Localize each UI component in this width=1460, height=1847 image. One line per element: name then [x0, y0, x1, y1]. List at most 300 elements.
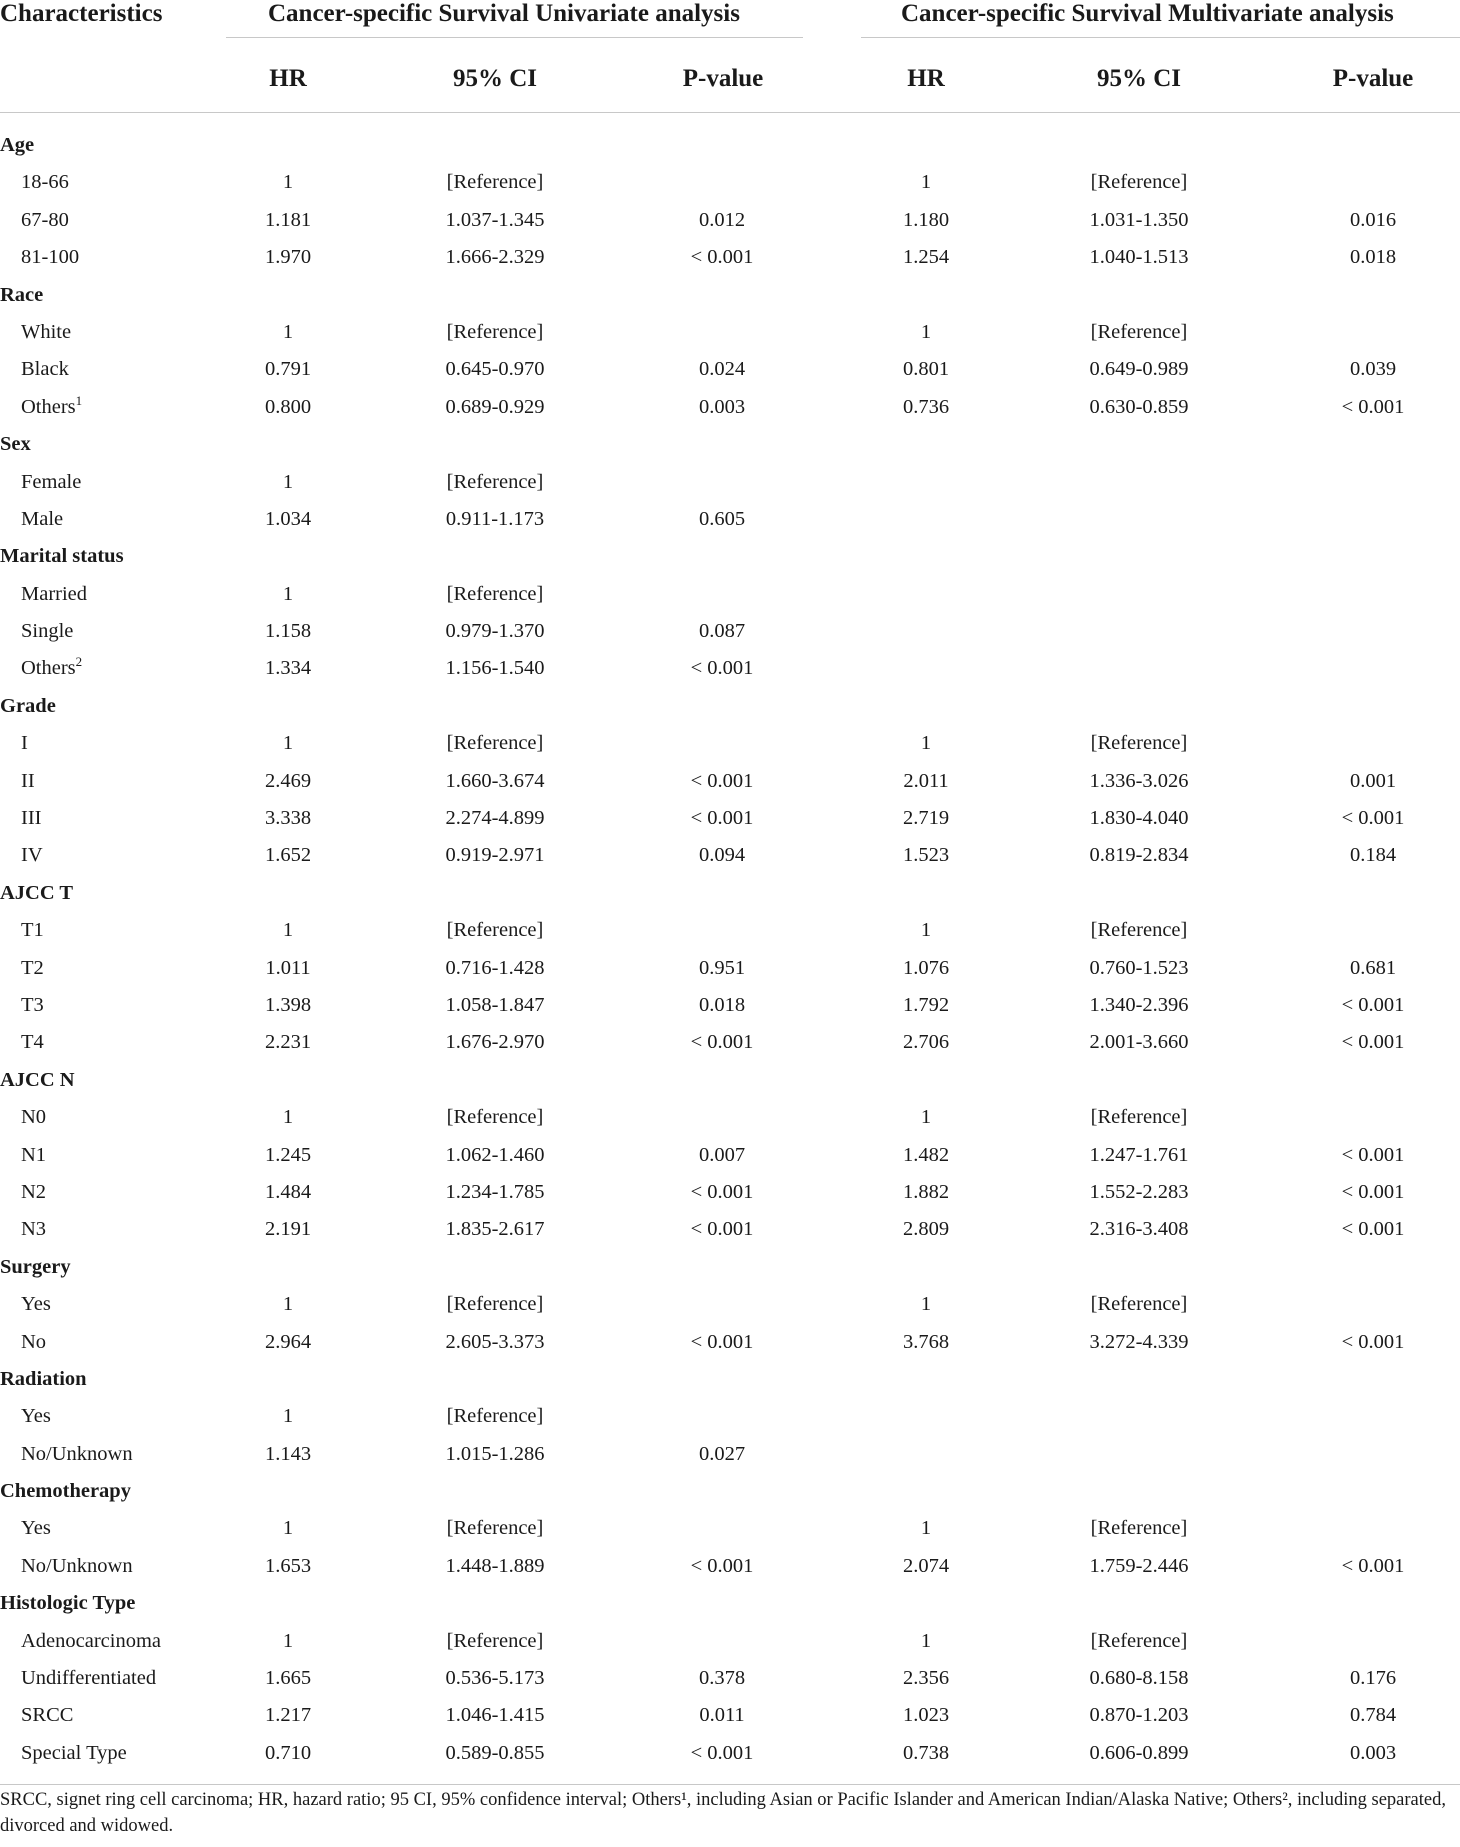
- univariate-hr-cell: 1: [282, 1106, 294, 1129]
- multivariate-ci-cell: [Reference]: [1090, 1106, 1188, 1129]
- univariate-ci-cell: [Reference]: [446, 1106, 544, 1129]
- multivariate-hr-cell: 1.023: [902, 1704, 950, 1727]
- group-label: [0, 696, 56, 716]
- univariate-hr-cell: 1: [282, 732, 294, 755]
- univariate-ci-cell: 0.589-0.855: [445, 1741, 545, 1764]
- row-label-text: Others: [21, 657, 76, 680]
- multivariate-hr-cell: 1: [920, 919, 932, 942]
- group-label: [0, 1593, 135, 1613]
- univariate-ci-cell: 1.676-2.970: [445, 1031, 545, 1054]
- multivariate-ci-cell: 1.340-2.396: [1089, 993, 1189, 1016]
- univariate-ci-cell: [Reference]: [446, 919, 544, 942]
- multivariate-ci-cell: 0.760-1.523: [1089, 956, 1189, 979]
- table-row: [0, 1697, 1460, 1734]
- univariate-hr-cell: 1.143: [264, 1442, 312, 1465]
- multivariate-ci-header: 95% CI: [1096, 65, 1182, 92]
- row-label: [21, 1406, 51, 1426]
- row-label: [21, 472, 81, 492]
- row-label-text: Marital status: [0, 545, 124, 568]
- multivariate-ci-cell: 2.001-3.660: [1089, 1031, 1189, 1054]
- univariate-pvalue-header: P-value: [682, 65, 764, 92]
- table-row: [0, 164, 1460, 201]
- row-label-text: Adenocarcinoma: [21, 1629, 162, 1652]
- row-label-text: N1: [21, 1143, 47, 1166]
- multivariate-hr-cell: 1.254: [902, 246, 950, 269]
- table-row: [0, 1286, 1460, 1323]
- table-row: [0, 464, 1460, 501]
- univariate-hr-cell: 1.653: [264, 1554, 312, 1577]
- univariate-ci-cell: 1.037-1.345: [445, 208, 545, 231]
- univariate-hr-cell: 1.652: [264, 844, 312, 867]
- multivariate-ci-cell: 1.336-3.026: [1089, 769, 1189, 792]
- table-row: [0, 912, 1460, 949]
- univariate-hr-cell: 1.011: [265, 956, 311, 979]
- table-group-row: [0, 1473, 1460, 1510]
- multivariate-hr-cell: 2.011: [903, 769, 949, 792]
- multivariate-hr-cell: 3.768: [902, 1330, 950, 1353]
- univariate-hr-cell: 0.800: [264, 395, 312, 418]
- univariate-ci-cell: [Reference]: [446, 1293, 544, 1316]
- multivariate-ci-cell: 1.247-1.761: [1089, 1143, 1189, 1166]
- multivariate-ci-cell: 1.031-1.350: [1089, 208, 1189, 231]
- univariate-ci-cell: 1.015-1.286: [445, 1442, 545, 1465]
- univariate-ci-cell: [Reference]: [446, 1629, 544, 1652]
- multivariate-pvalue-cell: < 0.001: [1341, 395, 1405, 418]
- multivariate-hr-cell: 2.356: [902, 1667, 950, 1690]
- univariate-pvalue-cell: 0.027: [698, 1442, 746, 1465]
- univariate-pvalue-cell: < 0.001: [690, 657, 754, 680]
- table-row: [0, 837, 1460, 874]
- table-row: [0, 1548, 1460, 1585]
- univariate-pvalue-cell: < 0.001: [690, 1218, 754, 1241]
- row-label-text: II: [21, 769, 35, 792]
- multivariate-pvalue-cell: < 0.001: [1341, 1031, 1405, 1054]
- characteristics-header: Characteristics: [0, 0, 163, 27]
- univariate-hr-cell: 1.398: [264, 993, 312, 1016]
- table-row: [0, 987, 1460, 1024]
- table-row: [0, 351, 1460, 388]
- univariate-hr-cell: 1: [282, 1405, 294, 1428]
- multivariate-hr-cell: 1.076: [902, 956, 950, 979]
- row-label-text: Yes: [21, 1293, 51, 1316]
- table-row: [0, 1137, 1460, 1174]
- multivariate-ci-cell: 3.272-4.339: [1089, 1330, 1189, 1353]
- multivariate-header-rule: [861, 37, 1460, 38]
- row-label: [21, 392, 83, 418]
- univariate-pvalue-cell: < 0.001: [690, 807, 754, 830]
- multivariate-pvalue-cell: < 0.001: [1341, 993, 1405, 1016]
- univariate-pvalue-cell: 0.378: [698, 1667, 746, 1690]
- row-label-text: Grade: [0, 694, 56, 717]
- row-label-text: I: [21, 732, 28, 755]
- univariate-ci-cell: [Reference]: [446, 1405, 544, 1428]
- table-bottom-rule: [0, 1784, 1460, 1785]
- row-label: [21, 1294, 51, 1314]
- row-label-text: IV: [21, 844, 43, 867]
- univariate-ci-cell: 0.689-0.929: [445, 395, 545, 418]
- group-label: [0, 1070, 75, 1090]
- univariate-hr-cell: 1.334: [264, 657, 312, 680]
- row-label-text: Single: [21, 620, 74, 643]
- table-footnote: SRCC, signet ring cell carcinoma; HR, hazard ratio; 95 CI, 95% confidence interval; Others¹, including Asian or Pacific Islander and American Indian/Alaska Native; Others², including separated, divorced and widowed.: [0, 1790, 1446, 1836]
- multivariate-ci-cell: 0.819-2.834: [1089, 844, 1189, 867]
- multivariate-hr-cell: 0.801: [902, 358, 950, 381]
- table-row: [0, 1436, 1460, 1473]
- group-label: [0, 1481, 131, 1501]
- row-label: [21, 958, 44, 978]
- table-group-row: [0, 426, 1460, 463]
- univariate-ci-cell: 0.911-1.173: [445, 507, 545, 530]
- univariate-hr-cell: 1: [282, 171, 294, 194]
- univariate-ci-cell: 1.448-1.889: [445, 1554, 545, 1577]
- univariate-pvalue-cell: < 0.001: [690, 1554, 754, 1577]
- row-label-text: AJCC T: [0, 881, 74, 904]
- univariate-ci-cell: [Reference]: [446, 320, 544, 343]
- multivariate-pvalue-cell: 0.018: [1349, 246, 1397, 269]
- univariate-ci-cell: 1.156-1.540: [445, 657, 545, 680]
- group-label: [0, 1257, 71, 1277]
- group-label: [0, 434, 31, 454]
- row-label-text: N2: [21, 1180, 47, 1203]
- multivariate-hr-cell: 0.736: [902, 395, 950, 418]
- multivariate-ci-cell: 1.552-2.283: [1089, 1180, 1189, 1203]
- row-label: [21, 247, 79, 267]
- univariate-ci-cell: 2.605-3.373: [445, 1330, 545, 1353]
- table-row: [0, 1735, 1460, 1772]
- row-label-text: Age: [0, 134, 35, 156]
- row-label-text: T3: [21, 993, 44, 1016]
- row-label: [21, 1668, 156, 1688]
- multivariate-hr-cell: 1.180: [902, 208, 950, 231]
- footnote-marker: 2: [75, 654, 83, 670]
- group-label: [0, 135, 34, 155]
- table-row: [0, 1211, 1460, 1248]
- row-label: [21, 1219, 46, 1239]
- row-label-text: T1: [21, 919, 44, 942]
- multivariate-pvalue-cell: < 0.001: [1341, 1143, 1405, 1166]
- multivariate-hr-cell: 1: [920, 1629, 932, 1652]
- multivariate-hr-cell: 1.482: [902, 1143, 950, 1166]
- univariate-hr-cell: 1.484: [264, 1180, 312, 1203]
- row-label-text: No/Unknown: [21, 1554, 133, 1577]
- multivariate-hr-cell: 1.792: [902, 993, 950, 1016]
- multivariate-pvalue-cell: < 0.001: [1341, 1180, 1405, 1203]
- table-group-row: [0, 1361, 1460, 1398]
- univariate-hr-cell: 2.191: [264, 1218, 312, 1241]
- multivariate-hr-cell: 2.719: [902, 807, 950, 830]
- table-row: [0, 725, 1460, 762]
- header-bottom-rule: [0, 112, 1460, 113]
- univariate-hr-cell: 0.791: [264, 358, 312, 381]
- multivariate-ci-cell: [Reference]: [1090, 1517, 1188, 1540]
- univariate-group-header: Cancer-specific Survival Univariate analysis: [268, 0, 740, 27]
- univariate-hr-cell: 1: [282, 320, 294, 343]
- univariate-ci-cell: 0.979-1.370: [445, 620, 545, 643]
- row-label-text: Married: [21, 582, 88, 605]
- group-label: [0, 1369, 87, 1389]
- univariate-pvalue-cell: 0.087: [698, 620, 746, 643]
- univariate-hr-cell: 1: [282, 1629, 294, 1652]
- univariate-ci-cell: 1.062-1.460: [445, 1143, 545, 1166]
- univariate-pvalue-cell: 0.951: [698, 956, 746, 979]
- table-row: [0, 1623, 1460, 1660]
- multivariate-pvalue-cell: 0.003: [1349, 1741, 1397, 1764]
- multivariate-pvalue-cell: < 0.001: [1341, 1554, 1405, 1577]
- univariate-ci-cell: 1.660-3.674: [445, 769, 545, 792]
- multivariate-hr-cell: 1: [920, 1106, 932, 1129]
- multivariate-ci-cell: [Reference]: [1090, 732, 1188, 755]
- univariate-ci-cell: 1.835-2.617: [445, 1218, 545, 1241]
- group-label: [0, 883, 73, 903]
- row-label-text: 18-66: [21, 171, 69, 194]
- univariate-ci-cell: 0.536-5.173: [445, 1667, 545, 1690]
- multivariate-pvalue-cell: 0.039: [1349, 358, 1397, 381]
- multivariate-ci-cell: 1.830-4.040: [1089, 807, 1189, 830]
- univariate-pvalue-cell: < 0.001: [690, 1031, 754, 1054]
- multivariate-hr-cell: 1: [920, 1293, 932, 1316]
- row-label: [21, 509, 63, 529]
- row-label-text: Male: [21, 507, 64, 530]
- multivariate-group-header: Cancer-specific Survival Multivariate analysis: [901, 0, 1394, 27]
- multivariate-ci-cell: [Reference]: [1090, 1629, 1188, 1652]
- univariate-hr-cell: 1: [282, 582, 294, 605]
- row-label: [21, 1743, 127, 1763]
- row-label-text: 81-100: [21, 246, 80, 269]
- row-label-text: 67-80: [21, 208, 69, 231]
- univariate-pvalue-cell: < 0.001: [690, 1180, 754, 1203]
- multivariate-hr-cell: 1: [920, 171, 932, 194]
- row-label-text: SRCC: [21, 1704, 74, 1727]
- univariate-pvalue-cell: < 0.001: [690, 1330, 754, 1353]
- table-group-row: [0, 688, 1460, 725]
- footnote-marker: 1: [75, 392, 83, 408]
- row-label: [21, 1182, 46, 1202]
- multivariate-pvalue-cell: 0.016: [1349, 208, 1397, 231]
- univariate-ci-cell: 1.058-1.847: [445, 993, 545, 1016]
- row-label: [21, 1556, 133, 1576]
- univariate-ci-cell: 1.234-1.785: [445, 1180, 545, 1203]
- table-body: [0, 127, 1460, 1772]
- univariate-pvalue-cell: < 0.001: [690, 769, 754, 792]
- table-row: [0, 1660, 1460, 1697]
- row-label: [21, 1705, 73, 1725]
- univariate-ci-cell: 1.666-2.329: [445, 246, 545, 269]
- multivariate-ci-cell: [Reference]: [1090, 171, 1188, 194]
- multivariate-ci-cell: 1.040-1.513: [1089, 246, 1189, 269]
- table-row: [0, 314, 1460, 351]
- multivariate-pvalue-cell: 0.784: [1349, 1704, 1397, 1727]
- multivariate-pvalue-cell: 0.184: [1349, 844, 1397, 867]
- table-group-row: [0, 1585, 1460, 1622]
- multivariate-hr-cell: 1: [920, 732, 932, 755]
- multivariate-hr-cell: 1: [920, 320, 932, 343]
- univariate-hr-cell: 1.181: [264, 208, 312, 231]
- univariate-ci-header: 95% CI: [452, 65, 538, 92]
- row-label: [21, 322, 71, 342]
- row-label-text: Black: [21, 358, 69, 381]
- table-group-row: [0, 277, 1460, 314]
- row-label-text: III: [21, 807, 42, 830]
- multivariate-ci-cell: 0.630-0.859: [1089, 395, 1189, 418]
- row-label-text: N3: [21, 1218, 47, 1241]
- univariate-hr-cell: 2.231: [264, 1031, 312, 1054]
- row-label: [21, 359, 69, 379]
- row-label: [21, 808, 41, 828]
- row-label: [21, 845, 43, 865]
- univariate-ci-cell: [Reference]: [446, 1517, 544, 1540]
- univariate-hr-cell: 3.338: [264, 807, 312, 830]
- univariate-pvalue-cell: < 0.001: [690, 246, 754, 269]
- table-group-row: [0, 127, 1460, 164]
- table-row: [0, 1398, 1460, 1435]
- univariate-ci-cell: 0.645-0.970: [445, 358, 545, 381]
- univariate-ci-cell: [Reference]: [446, 582, 544, 605]
- table-row: [0, 800, 1460, 837]
- multivariate-ci-cell: 0.680-8.158: [1089, 1667, 1189, 1690]
- table-row: [0, 389, 1460, 426]
- row-label-text: Female: [21, 470, 82, 493]
- row-label-text: Surgery: [0, 1255, 71, 1278]
- multivariate-hr-cell: 2.074: [902, 1554, 950, 1577]
- table-row: [0, 950, 1460, 987]
- row-label: [21, 920, 44, 940]
- univariate-header-rule: [226, 37, 803, 38]
- table-row: [0, 613, 1460, 650]
- multivariate-pvalue-cell: < 0.001: [1341, 1218, 1405, 1241]
- univariate-ci-cell: 0.919-2.971: [445, 844, 545, 867]
- row-label-text: T4: [21, 1031, 44, 1054]
- univariate-hr-cell: 2.964: [264, 1330, 312, 1353]
- table-row: [0, 1324, 1460, 1361]
- table-row: [0, 576, 1460, 613]
- row-label-text: No/Unknown: [21, 1442, 133, 1465]
- table-group-row: [0, 875, 1460, 912]
- row-label-text: Race: [0, 283, 44, 306]
- univariate-ci-cell: [Reference]: [446, 470, 544, 493]
- multivariate-ci-cell: [Reference]: [1090, 919, 1188, 942]
- row-label-text: No: [21, 1330, 47, 1353]
- multivariate-pvalue-cell: < 0.001: [1341, 1330, 1405, 1353]
- row-label: [21, 1631, 161, 1651]
- univariate-ci-cell: 0.716-1.428: [445, 956, 545, 979]
- multivariate-pvalue-header: P-value: [1332, 65, 1414, 92]
- row-label-text: Histologic Type: [0, 1592, 136, 1615]
- row-label-text: White: [21, 320, 72, 343]
- row-label-text: Special Type: [21, 1741, 127, 1764]
- multivariate-ci-cell: 2.316-3.408: [1089, 1218, 1189, 1241]
- multivariate-pvalue-cell: 0.176: [1349, 1667, 1397, 1690]
- row-label-text: T2: [21, 956, 44, 979]
- univariate-hr-cell: 1: [282, 1293, 294, 1316]
- univariate-pvalue-cell: 0.012: [698, 208, 746, 231]
- row-label: [21, 621, 73, 641]
- univariate-hr-cell: 1.034: [264, 507, 312, 530]
- univariate-hr-header: HR: [269, 65, 307, 92]
- row-label-text: Chemotherapy: [0, 1480, 131, 1503]
- table-row: [0, 763, 1460, 800]
- univariate-hr-cell: 1.665: [264, 1667, 312, 1690]
- multivariate-hr-cell: 0.738: [902, 1741, 950, 1764]
- univariate-pvalue-cell: 0.007: [698, 1143, 746, 1166]
- multivariate-hr-cell: 2.809: [902, 1218, 950, 1241]
- multivariate-ci-cell: [Reference]: [1090, 320, 1188, 343]
- table-row: [0, 1099, 1460, 1136]
- row-label: [21, 1518, 51, 1538]
- univariate-pvalue-cell: 0.605: [698, 507, 746, 530]
- row-label-text: N0: [21, 1106, 47, 1129]
- multivariate-ci-cell: 0.606-0.899: [1089, 1741, 1189, 1764]
- univariate-ci-cell: 1.046-1.415: [445, 1704, 545, 1727]
- row-label: [21, 771, 35, 791]
- row-label: [21, 995, 44, 1015]
- row-label: [21, 1032, 44, 1052]
- table-row: [0, 1174, 1460, 1211]
- multivariate-hr-cell: 1.523: [902, 844, 950, 867]
- univariate-pvalue-cell: 0.003: [698, 395, 746, 418]
- univariate-ci-cell: 2.274-4.899: [445, 807, 545, 830]
- multivariate-hr-cell: 1.882: [902, 1180, 950, 1203]
- group-label: [0, 285, 43, 305]
- univariate-pvalue-cell: < 0.001: [690, 1741, 754, 1764]
- univariate-hr-cell: 1: [282, 919, 294, 942]
- table-row: [0, 1510, 1460, 1547]
- row-label: [21, 584, 87, 604]
- row-label: [21, 172, 69, 192]
- row-label: [21, 210, 69, 230]
- row-label-text: Yes: [21, 1405, 51, 1428]
- table-row: [0, 650, 1460, 687]
- univariate-pvalue-cell: 0.024: [698, 358, 746, 381]
- row-label: [21, 1145, 46, 1165]
- univariate-hr-cell: 1.158: [264, 620, 312, 643]
- univariate-hr-cell: 0.710: [264, 1741, 312, 1764]
- row-label-text: Undifferentiated: [21, 1667, 157, 1690]
- multivariate-ci-cell: 1.759-2.446: [1089, 1554, 1189, 1577]
- table-row: [0, 501, 1460, 538]
- univariate-hr-cell: 2.469: [264, 769, 312, 792]
- multivariate-pvalue-cell: 0.001: [1349, 769, 1397, 792]
- univariate-pvalue-cell: 0.094: [698, 844, 746, 867]
- multivariate-ci-cell: 0.870-1.203: [1089, 1704, 1189, 1727]
- univariate-pvalue-cell: 0.011: [699, 1704, 745, 1727]
- multivariate-pvalue-cell: 0.681: [1349, 956, 1397, 979]
- group-label: [0, 546, 124, 566]
- table-row: [0, 239, 1460, 276]
- row-label: [21, 733, 28, 753]
- univariate-hr-cell: 1: [282, 1517, 294, 1540]
- row-label: [21, 1332, 46, 1352]
- table-group-row: [0, 1062, 1460, 1099]
- univariate-hr-cell: 1.245: [264, 1143, 312, 1166]
- table-row: [0, 202, 1460, 239]
- table-group-row: [0, 1249, 1460, 1286]
- multivariate-hr-cell: 1: [920, 1517, 932, 1540]
- univariate-hr-cell: 1.970: [264, 246, 312, 269]
- multivariate-hr-header: HR: [907, 65, 945, 92]
- row-label-text: Radiation: [0, 1367, 87, 1390]
- row-label-text: AJCC N: [0, 1068, 75, 1091]
- row-label: [21, 1107, 46, 1127]
- table-group-row: [0, 538, 1460, 575]
- row-label: [21, 1444, 133, 1464]
- univariate-ci-cell: [Reference]: [446, 732, 544, 755]
- multivariate-hr-cell: 2.706: [902, 1031, 950, 1054]
- multivariate-ci-cell: [Reference]: [1090, 1293, 1188, 1316]
- univariate-hr-cell: 1: [282, 470, 294, 493]
- table-row: [0, 1024, 1460, 1061]
- univariate-ci-cell: [Reference]: [446, 171, 544, 194]
- row-label-text: Sex: [0, 433, 31, 456]
